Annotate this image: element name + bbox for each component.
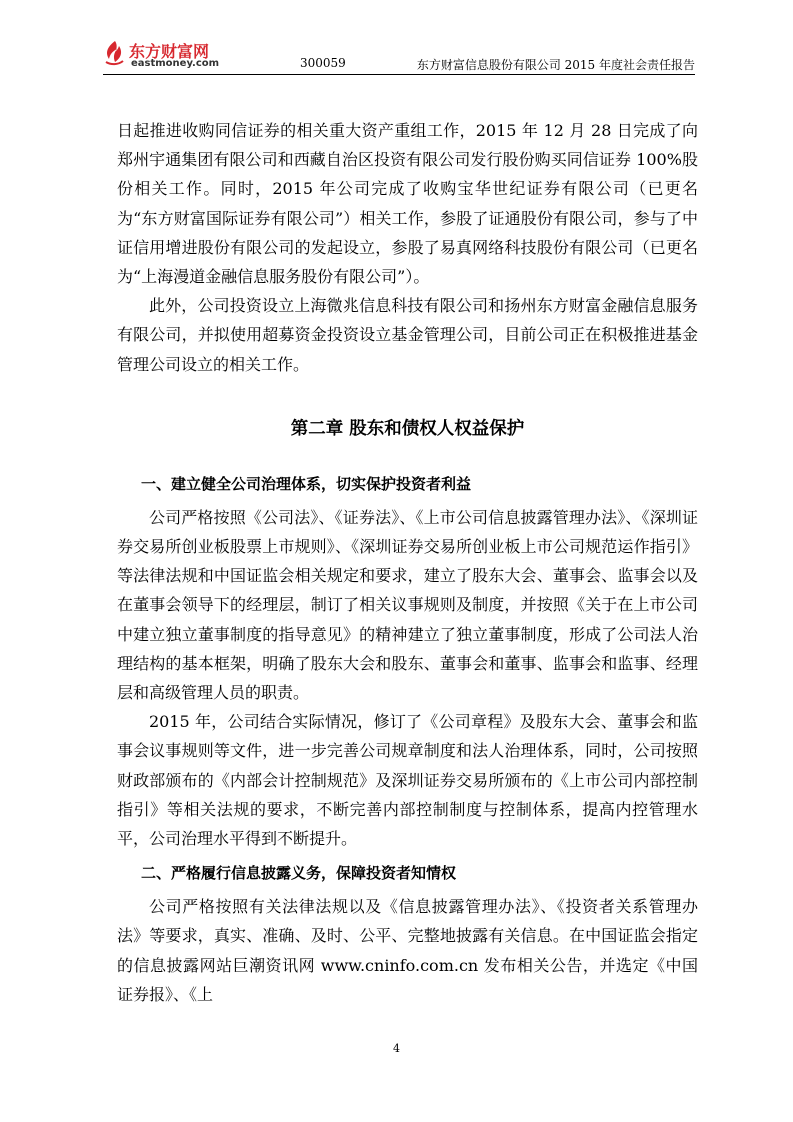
paragraph-1: 日起推进收购同信证券的相关重大资产重组工作，2015 年 12 月 28 日完成了向郑州宇通集团有限公司和西藏自治区投资有限公司发行股份购买同信证券 100%股份相关工作。同时，2015 年公司完成了收购宝华世纪证券有限公司（已更名为“东方财富国际证券有限公司”）相关工作，参股了证通股份有限公司，参与了中证信用增进股份有限公司的发起设立，参股了易真网络科技股份有限公司（已更名为“上海漫道金融信息服务股份有限公司”）。 — [117, 121, 698, 287]
chapter-title: 第二章 股东和债权人权益保护 — [290, 418, 525, 439]
section-1-title: 一、建立健全公司治理体系，切实保护投资者利益 — [141, 474, 472, 493]
report-title: 东方财富信息股份有限公司 2015 年度社会责任报告 — [416, 58, 695, 72]
header-divider — [103, 74, 695, 75]
paragraph-5: 公司严格按照有关法律法规以及《信息披露管理办法》、《投资者关系管理办法》等要求，真实、准确、及时、公平、完整地披露有关信息。在中国证监会指定的信息披露网站巨潮资讯网 www.cninfo.com.cn 发布相关公告，并选定《中国证券报》、《上 — [117, 897, 698, 1004]
eastmoney-logo — [103, 38, 233, 70]
page-number: 4 — [393, 1042, 400, 1055]
page-header — [103, 38, 695, 72]
paragraph-2: 此外，公司投资设立上海微兆信息科技有限公司和扬州东方财富金融信息服务有限公司，并拟使用超募资金投资设立基金管理公司，目前公司正在积极推进基金管理公司设立的相关工作。 — [117, 296, 698, 374]
flame-logo-icon — [103, 40, 125, 66]
paragraph-3: 公司严格按照《公司法》、《证券法》、《上市公司信息披露管理办法》、《深圳证券交易所创业板股票上市规则》、《深圳证券交易所创业板上市公司规范运作指引》等法律法规和中国证监会相关规定和要求，建立了股东大会、董事会、监事会以及在董事会领导下的经理层，制订了相关议事规则及制度，并按照《关于在上市公司中建立独立董事制度的指导意见》的精神建立了独立董事制度，形成了公司法人治理结构的基本框架，明确了股东大会和股东、董事会和董事、监事会和监事、经理层和高级管理人员的职责。 — [117, 507, 698, 703]
logo-english-text: eastmoney.com — [131, 58, 220, 69]
stock-code: 300059 — [300, 56, 346, 70]
logo-chinese-text: 东方财富网 — [129, 42, 210, 61]
section-2-title: 二、严格履行信息披露义务，保障投资者知情权 — [141, 864, 457, 883]
page-body — [117, 116, 698, 1009]
paragraph-4: 2015 年，公司结合实际情况，修订了《公司章程》及股东大会、董事会和监事会议事规则等文件，进一步完善公司规章制度和法人治理体系，同时，公司按照财政部颁布的《内部会计控制规范》及深圳证券交易所颁布的《上市公司内部控制指引》等相关法规的要求，不断完善内部控制制度与控制体系，提高内控管理水平，公司治理水平得到不断提升。 — [117, 712, 698, 849]
